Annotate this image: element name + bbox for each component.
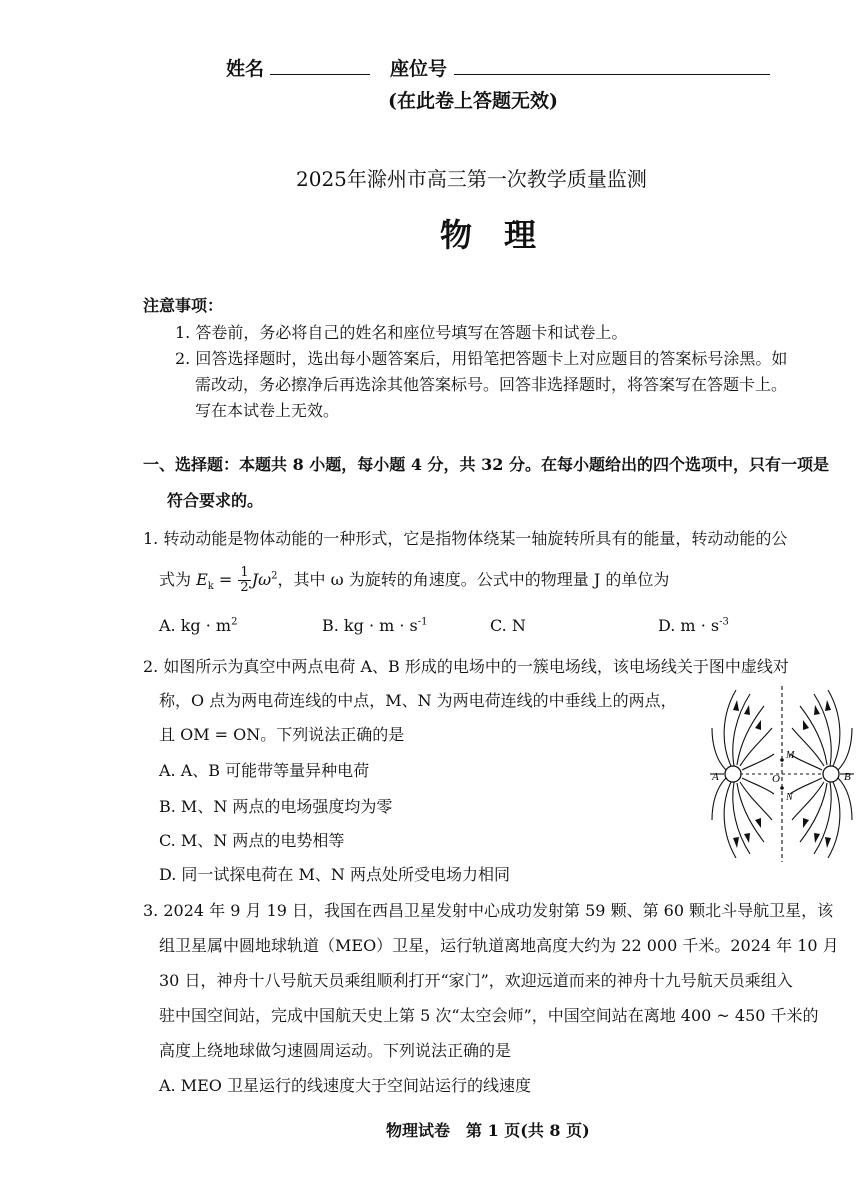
notes-item-2-end: 写在本试卷上无效。 bbox=[195, 401, 340, 420]
q1-option-b: B. kg · $m \cdot s^{-1}$ bbox=[322, 616, 428, 635]
q2-option-d: D. 同一试探电荷在 M、N 两点处所受电场力相同 bbox=[159, 865, 510, 884]
q1-stem: 1. 转动动能是物体动能的一种形式，它是指物体绕某一轴旋转所具有的能量，转动动能的公 bbox=[143, 529, 788, 548]
exam-title: 2025年滁州市高三第一次教学质量监测 bbox=[296, 167, 647, 191]
q1-formula-line: 式为 $E_k$ = $\frac{1}{2}$ $J\omega^2$，其中 ω 为旋转的角速度。公式中的物理量 J 的单位为 bbox=[159, 565, 670, 595]
section-heading: 一、选择题：本题共 8 小题，每小题 4 分，共 32 分。在每小题给出的四个选项中，只有一项是 bbox=[143, 455, 829, 474]
q3-stem-line1: 3. 2024 年 9 月 19 日，我国在西昌卫星发射中心成功发射第 59 颗、第 60 颗北斗导航卫星，该 bbox=[143, 901, 834, 920]
q2-stem-line1: 2. 如图所示为真空中两点电荷 A、B 形成的电场中的一簇电场线，该电场线关于图中虚线对 bbox=[143, 657, 789, 676]
invalid-note: (在此卷上答题无效) bbox=[388, 90, 558, 112]
notes-item-1: 1. 答卷前，务必将自己的姓名和座位号填写在答题卡和试卷上。 bbox=[175, 323, 628, 342]
q1-option-a: A. kg · $m^2$ bbox=[159, 616, 238, 635]
q1-option-d: D. $m \cdot s^{-3}$ bbox=[658, 616, 729, 635]
label-o: O bbox=[772, 773, 780, 785]
seat-label: 座位号 bbox=[390, 58, 448, 80]
field-lines-figure bbox=[706, 684, 858, 864]
q3-stem-line2: 组卫星属中圆地球轨道（MEO）卫星，运行轨道离地高度大约为 22 000 千米。2024 年 10 月 bbox=[159, 936, 839, 955]
notes-item-2-cont: 需改动，务必擦净后再选涂其他答案标号。回答非选择题时，将答案写在答题卡上。 bbox=[195, 375, 788, 394]
q2-option-b: B. M、N 两点的电场强度均为零 bbox=[159, 797, 393, 816]
q2-stem-line2: 称，O 点为两电荷连线的中点，M、N 为两电荷连线的中垂线上的两点， bbox=[159, 691, 677, 710]
label-b: B bbox=[844, 771, 851, 783]
q1-fraction: $\frac{1}{2}$ bbox=[240, 565, 249, 595]
label-a: A bbox=[712, 771, 719, 783]
name-label: 姓名 bbox=[226, 58, 265, 80]
label-m: M bbox=[786, 750, 795, 761]
name-underline bbox=[270, 74, 370, 75]
notes-item-2: 2. 回答选择题时，选出每小题答案后，用铅笔把答题卡上对应题目的答案标号涂黑。如 bbox=[175, 349, 788, 368]
page-footer: 物理试卷 第 1 页(共 8 页) bbox=[386, 1121, 590, 1140]
q2-option-a: A. A、B 可能带等量异种电荷 bbox=[159, 761, 370, 780]
notes-heading: 注意事项： bbox=[143, 296, 224, 315]
q3-stem-line4: 驻中国空间站，完成中国航天史上第 5 次“太空会师”，中国空间站在离地 400 ~ 450 千米的 bbox=[159, 1006, 819, 1025]
q1-option-c: C. N bbox=[490, 616, 526, 635]
q3-option-a: A. MEO 卫星运行的线速度大于空间站运行的线速度 bbox=[159, 1076, 531, 1095]
q2-stem-line3: 且 OM = ON。下列说法正确的是 bbox=[159, 725, 405, 744]
seat-underline bbox=[454, 74, 770, 75]
subject-title: 物 理 bbox=[440, 216, 537, 254]
q2-option-c: C. M、N 两点的电势相等 bbox=[159, 831, 345, 850]
section-heading-cont: 符合要求的。 bbox=[167, 491, 264, 510]
q3-stem-line5: 高度上绕地球做匀速圆周运动。下列说法正确的是 bbox=[159, 1041, 512, 1060]
label-n: N bbox=[786, 792, 793, 803]
q3-stem-line3: 30 日，神舟十八号航天员乘组顺利打开“家门”，欢迎远道而来的神舟十九号航天员乘组入 bbox=[159, 971, 793, 990]
